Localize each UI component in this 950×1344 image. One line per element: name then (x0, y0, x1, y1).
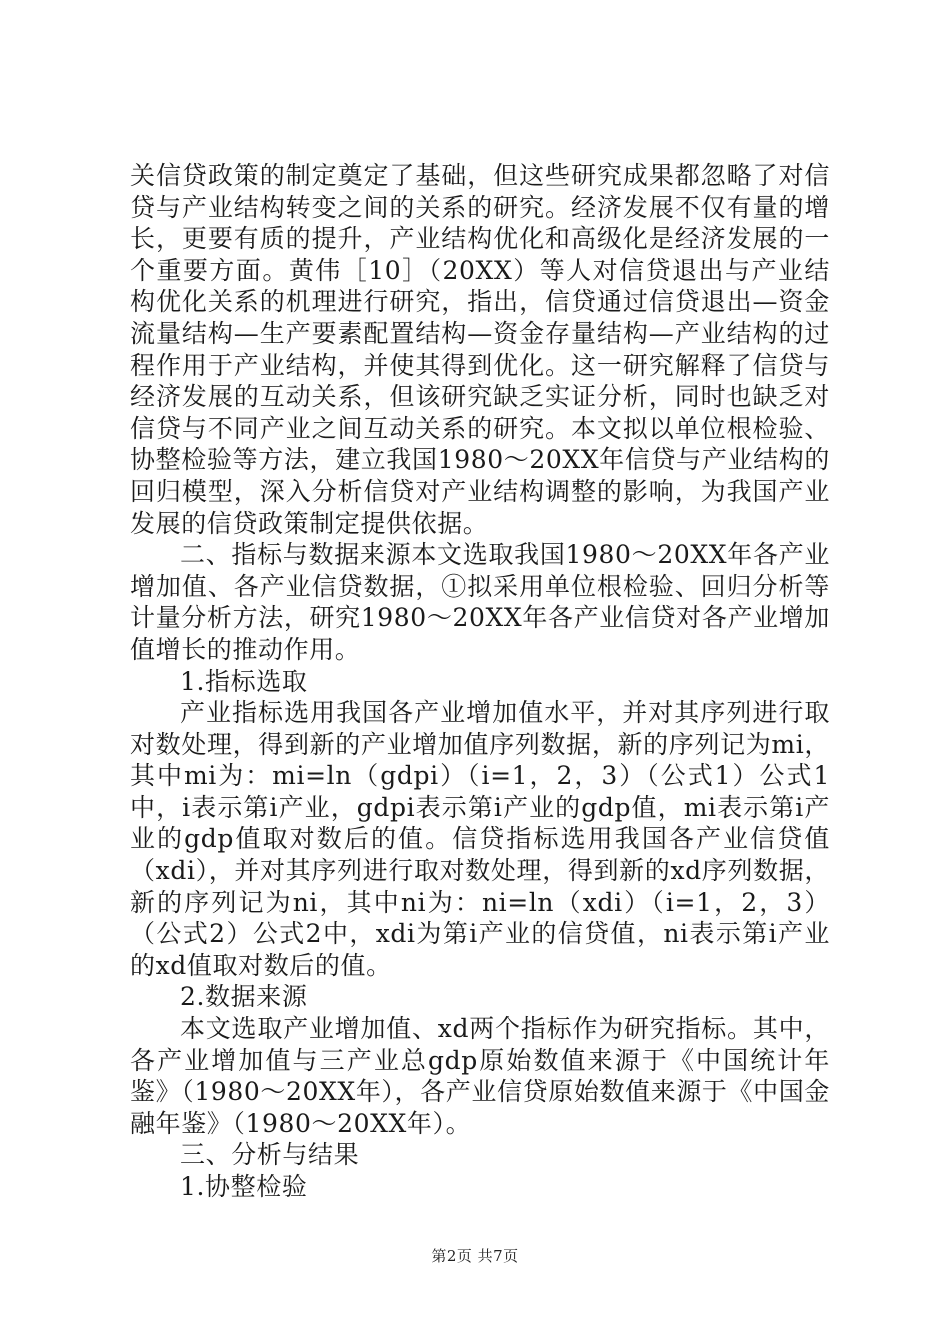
paragraph-continuation: 关信贷政策的制定奠定了基础，但这些研究成果都忽略了对信贷与产业结构转变之间的关系的研究。经济发展不仅有量的增长，更要有质的提升，产业结构优化和高级化是经济发展的一个重要方面。黄伟［10］（20XX）等人对信贷退出与产业结构优化关系的机理进行研究，指出，信贷通过信贷退出—资金流量结构—生产要素配置结构—资金存量结构—产业结构的过程作用于产业结构，并使其得到优化。这一研究解释了信贷与经济发展的互动关系，但该研究缺乏实证分析，同时也缺乏对信贷与不同产业之间互动关系的研究。本文拟以单位根检验、协整检验等方法，建立我国1980～20XX年信贷与产业结构的回归模型，深入分析信贷对产业结构调整的影响，为我国产业发展的信贷政策制定提供依据。 (130, 161, 830, 538)
data-source-paragraph: 本文选取产业增加值、xd两个指标作为研究指标。其中，各产业增加值与三产业总gdp原始数值来源于《中国统计年鉴》（1980～20XX年），各产业信贷原始数值来源于《中国金融年鉴》（1980～20XX年）。 (130, 1014, 830, 1138)
indicator-paragraph: 产业指标选用我国各产业增加值水平，并对其序列进行取对数处理，得到新的产业增加值序列数据，新的序列记为mi，其中mi为：mi=ln（gdpi）（i=1，2，3）（公式1）公式1中，i表示第i产业，gdpi表示第i产业的gdp值，mi表示第i产业的gdp值取对数后的值。信贷指标选用我国各产业信贷值（xdi），并对其序列进行取对数处理，得到新的xd序列数据，新的序列记为ni，其中ni为：ni=ln（xdi）（i=1，2，3）（公式2）公式2中，xdi为第i产业的信贷值，ni表示第i产业的xd值取对数后的值。 (130, 698, 830, 980)
body-text (130, 160, 830, 1203)
page-number-footer: 第2页 共7页 (431, 1247, 519, 1265)
section-three-heading: 三、分析与结果 (180, 1140, 360, 1170)
section-two-paragraph: 二、指标与数据来源本文选取我国1980～20XX年各产业增加值、各产业信贷数据，①拟采用单位根检验、回归分析等计量分析方法，研究1980～20XX年各产业信贷对各产业增加值增长的推动作用。 (130, 540, 830, 664)
subheading-cointegration: 1.协整检验 (180, 1172, 308, 1201)
subheading-data-source: 2.数据来源 (180, 982, 308, 1012)
subheading-indicator-selection: 1.指标选取 (180, 666, 308, 696)
